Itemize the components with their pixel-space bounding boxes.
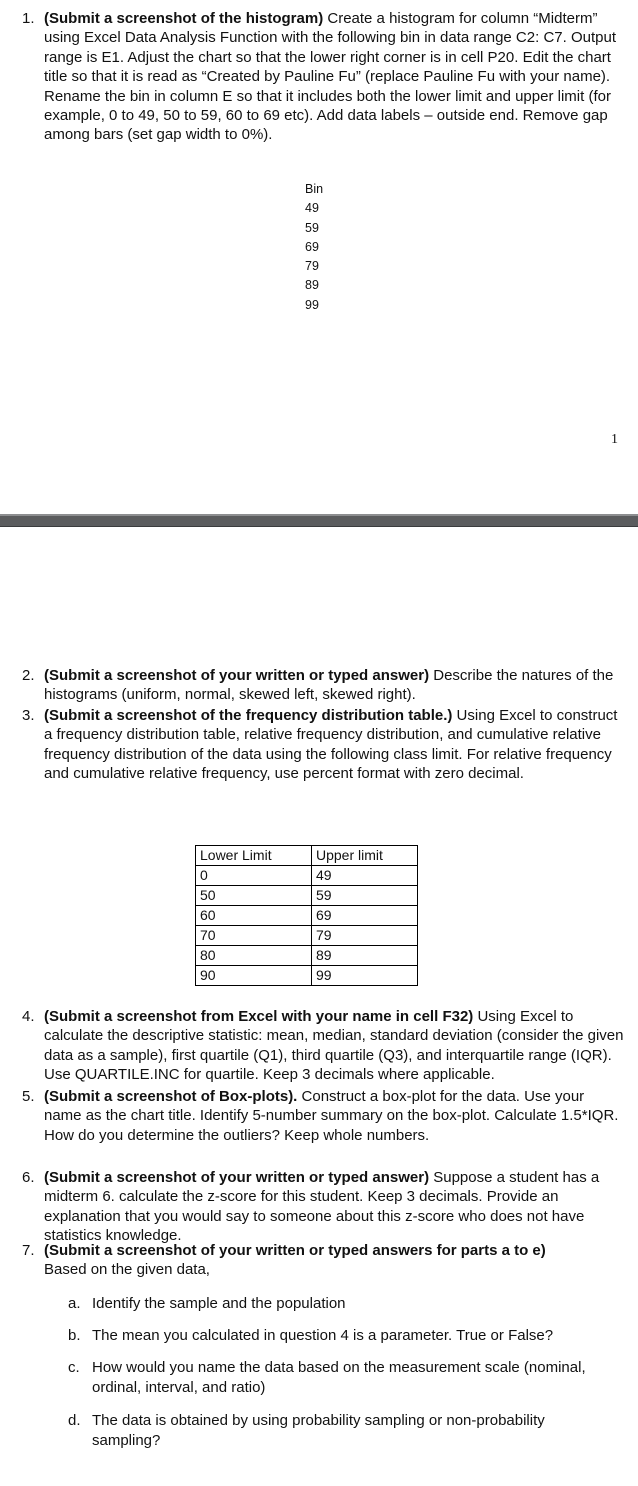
question-5 [22, 1087, 624, 1145]
part-letter: b. [68, 1327, 81, 1344]
question-text: Create a histogram for column “Midterm” using Excel Data Analysis Function with the following bin in data range C2: C7. Output range is E1. Adjust the chart so that the lower right corner is in cell P20. Edit the chart title so that it is read as “Created by Pauline Fu” (replace Pauline Fu with your name). Rename the bin in column E so that it includes both the lower limit and upper limit (for example, 0 to 49, 50 to 59, 60 to 69 etc). Add data labels – outside end. Remove gap among bars (set gap width to 0%). [44, 10, 616, 144]
table-cell: 80 [196, 946, 312, 966]
question-7 [22, 1241, 624, 1280]
part-letter: d. [68, 1412, 81, 1429]
question-lead: (Submit a screenshot of your written or typed answer) [44, 1169, 430, 1186]
part-text: How would you name the data based on the measurement scale (nominal, ordinal, interval, and ratio) [92, 1359, 586, 1396]
table-row [196, 866, 418, 886]
table-header-row [196, 846, 418, 866]
bin-value: 59 [305, 220, 319, 235]
table-cell: 59 [312, 886, 418, 906]
table-row [196, 966, 418, 986]
table-cell: 0 [196, 866, 312, 886]
table-header-cell: Upper limit [312, 846, 418, 866]
part-text: Identify the sample and the population [92, 1295, 346, 1312]
table-header-cell: Lower Limit [196, 846, 312, 866]
table-cell: 90 [196, 966, 312, 986]
table-cell: 50 [196, 886, 312, 906]
question-number: 4. [22, 1008, 35, 1025]
bin-header: Bin [305, 182, 324, 196]
question-4 [22, 1007, 624, 1085]
table-cell: 60 [196, 906, 312, 926]
page-number: 1 [611, 432, 618, 447]
table-cell: 79 [312, 926, 418, 946]
question-text: Construct a box-plot for the data. Use your name as the chart title. Identify 5-number summary on the box-plot. Calculate 1.5*IQR. How do you determine the outliers? Keep whole numbers. [44, 1088, 619, 1144]
table-cell: 70 [196, 926, 312, 946]
table-row [196, 946, 418, 966]
question-lead: (Submit a screenshot of your written or typed answer) [44, 667, 430, 684]
part-letter: c. [68, 1359, 80, 1376]
question-lead: (Submit a screenshot of Box-plots). [44, 1088, 298, 1105]
question-text: Based on the given data, [44, 1261, 210, 1279]
bin-value: 89 [305, 278, 319, 293]
part-text: The data is obtained by using probability sampling or non-probability sampling? [92, 1412, 545, 1449]
table-row [196, 926, 418, 946]
question-number: 6. [22, 1169, 35, 1186]
table-cell: 69 [312, 906, 418, 926]
question-6 [22, 1168, 624, 1246]
question-text: Describe the natures of the histograms (uniform, normal, skewed left, skewed right). [44, 667, 614, 704]
question-7-part-b [68, 1326, 620, 1346]
question-text: Suppose a student has a midterm 6. calculate the z-score for this student. Keep 3 decimals. Provide an explanation that you would say to someone about this z-score who does not have statistics knowledge. [44, 1169, 600, 1245]
page-break-divider [0, 514, 638, 527]
part-text: The mean you calculated in question 4 is a parameter. True or False? [92, 1327, 554, 1344]
table-row [196, 886, 418, 906]
question-2 [22, 666, 624, 705]
bin-value: 49 [305, 201, 319, 216]
question-7-part-d [68, 1411, 598, 1451]
question-number: 3. [22, 707, 35, 724]
question-text: Using Excel to construct a frequency distribution table, relative frequency distribution, and cumulative relative frequency distribution of the data using the following class limit. For relative frequency and cumulative relative frequency, use percent format with zero decimal. [44, 707, 618, 783]
bin-list [305, 180, 323, 315]
question-lead: (Submit a screenshot of the frequency distribution table.) [44, 707, 453, 724]
bin-value: 79 [305, 259, 319, 274]
table-cell: 89 [312, 946, 418, 966]
bin-value: 69 [305, 239, 319, 254]
question-text: Using Excel to calculate the descriptive statistic: mean, median, standard deviation (consider the given data as a sample), first quartile (Q1), third quartile (Q3), and interquartile range (IQR). Use QUARTILE.INC for quartile. Keep 3 decimals where applicable. [44, 1008, 624, 1084]
question-7-part-a [68, 1294, 620, 1314]
table-row [196, 906, 418, 926]
question-7-part-c [68, 1358, 624, 1398]
question-lead: (Submit a screenshot from Excel with your name in cell F32) [44, 1008, 474, 1025]
table-cell: 99 [312, 966, 418, 986]
question-1 [22, 9, 624, 145]
question-number: 7. [22, 1242, 35, 1259]
class-limits-table [195, 845, 418, 986]
part-letter: a. [68, 1295, 81, 1312]
question-number: 2. [22, 667, 35, 684]
question-lead: (Submit a screenshot of the histogram) [44, 10, 324, 27]
question-3 [22, 706, 624, 784]
table-cell: 49 [312, 866, 418, 886]
question-lead: (Submit a screenshot of your written or typed answers for parts a to e) [44, 1242, 546, 1259]
bin-value: 99 [305, 297, 319, 312]
question-number: 1. [22, 10, 35, 27]
question-number: 5. [22, 1088, 35, 1105]
